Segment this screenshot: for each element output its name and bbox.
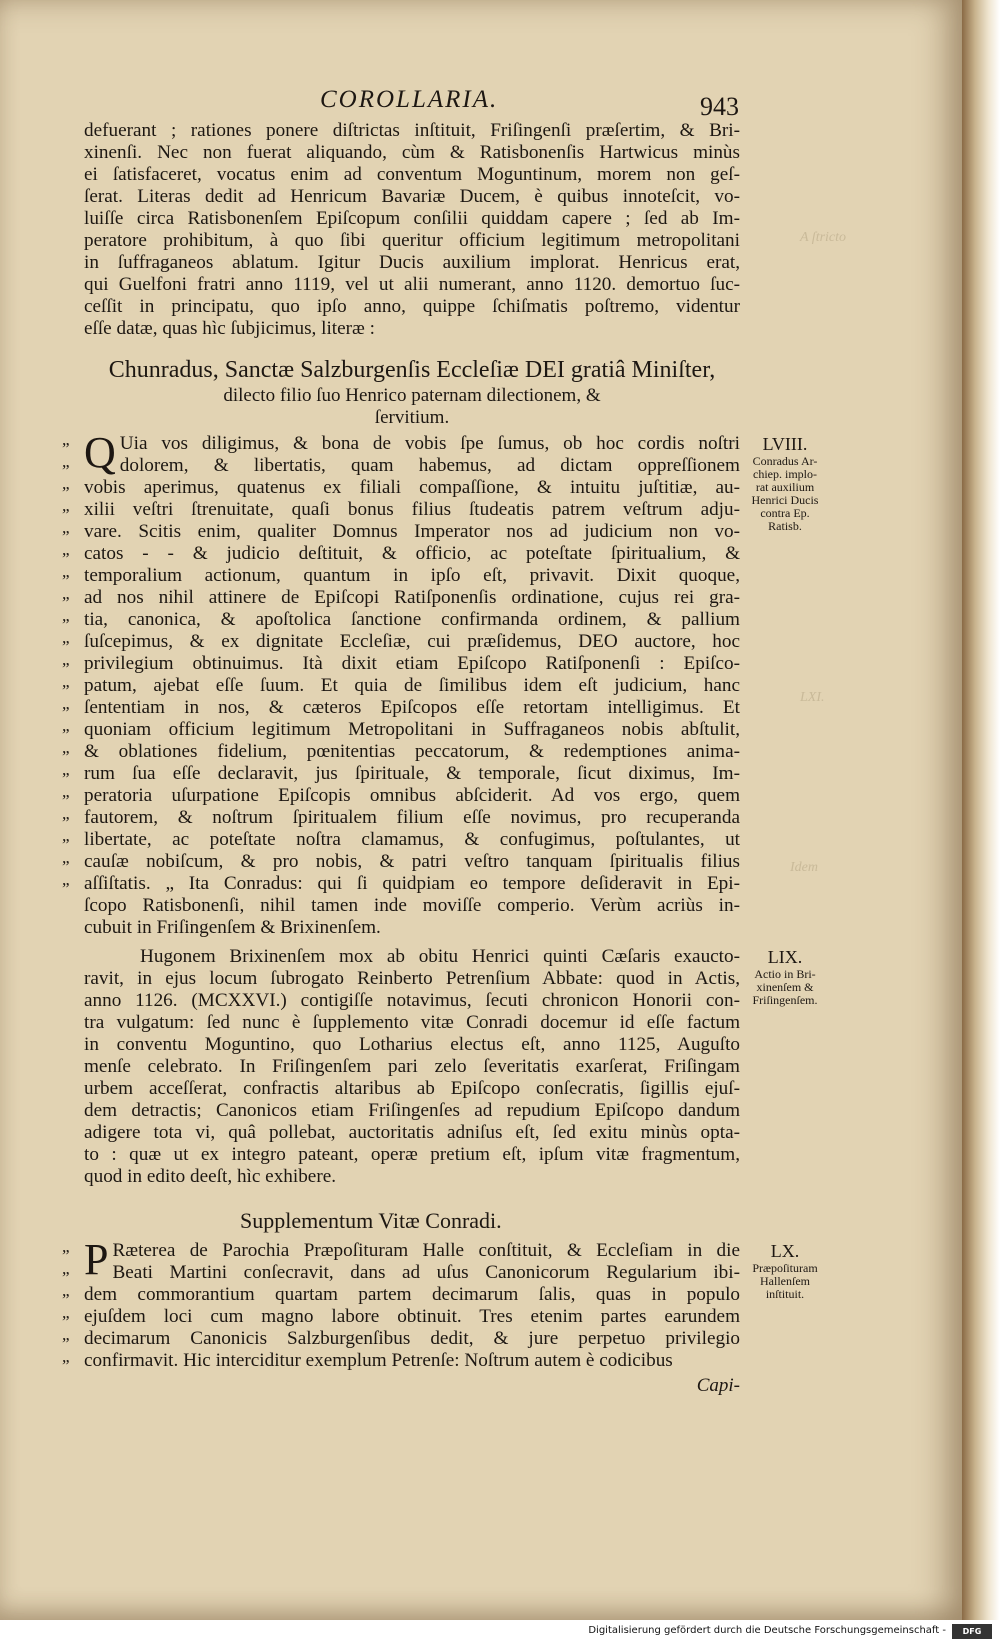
text-line: luiſſe circa Ratisbonenſem Epiſcopum conſilii quiddam capere ; ſed ab Im- xyxy=(84,208,740,229)
text-line: „ ſententiam in nos, & cæteros Epiſcopos eſſe retortam intelligimus. Et xyxy=(84,697,740,719)
margin-note-number: LIX. xyxy=(767,947,803,967)
letter-body xyxy=(84,428,740,939)
text-line: „ xilii veſtri ſtrenuitate, quaſi bonus filius ſtudeatis patrem veſtrum adju- xyxy=(84,499,740,521)
letter-heading-line2: dilecto filio ſuo Henrico paternam dilectionem, & xyxy=(223,385,601,406)
text-line: „ decimarum Canonicis Salzburgenſibus dedit, & jure perpetuo privilegio xyxy=(84,1328,740,1350)
text-line: eſſe datæ, quas hìc ſubjicimus, literæ : xyxy=(84,318,375,339)
text-line: defuerant ; rationes ponere diſtrictas inſtituit, Friſingenſi præſertim, & Bri- xyxy=(84,120,740,141)
second-paragraph xyxy=(84,946,740,1188)
margin-note-line: Friſingenſem. xyxy=(752,993,818,1007)
text-line: „ Uia vos diligimus, & bona de vobis ſpe ſumus, ob hoc cordis noſtri xyxy=(84,433,740,455)
text-line: to : quæ ut ex integro pateant, operæ pretium eſt, ipſum vitæ fragmentum, xyxy=(84,1144,740,1165)
text-line: „ confirmavit. Hic interciditur exemplum Petrenſe: Noſtrum autem è codicibus xyxy=(84,1350,740,1372)
intro-paragraph xyxy=(84,120,740,340)
supp-dropcap: P xyxy=(84,1235,109,1284)
page-number: 943 xyxy=(700,92,739,121)
margin-note-59 xyxy=(740,946,830,1007)
letter-dropcap: Q xyxy=(84,428,116,477)
text-line: in conventu Moguntino, quo Lotharius electus eſt, anno 1125, Auguſto xyxy=(84,1034,740,1055)
text-line: ravit, in ejus locum ſubrogato Reinberto Petrenſium Abbate: quod in Actis, xyxy=(84,968,740,989)
book-page: A ſtricto LXI. Idem COROLLARIA. 943 defuerant ; rationes ponere diſtrictas inſtituit, Friſingenſi præſertim, & Bri- xinenſi. Nec non fuerat aliquando, cùm & Ratisbonenſis Hartwicus minùs ei ſatisfaceret, vocatus enim ad conventum Moguntinum, morem non geſ- ſerat. Literas dedit ad Henricum Bavariæ Ducem, è quibus innoteſcit, vo- luiſſe circa Ratisbonenſem Epiſcopum conſilii quiddam capere ; ſed ab Im- peratore prohibitum, à quo ſibi queritur officium legitimum metropolitani in ſuffraganeos ablatum. Igitur Ducis auxilium implorat. Henricus erat, qui Guelfoni fratri anno 1119, vel ut alii numerant, anno 1120. demortuo ſuc- ceſſit in principatu, quo ipſo anno, quippe ſchiſmatis poſtremo, videntur eſſe datæ, quas hìc ſubjicimus, literæ : Chunradus, Sanctæ Salzburgenſis Eccleſiæ DEI gratiâ Miniſter, dilecto filio ſuo Henrico paternam dilectionem, & ſervitium. Q „ Uia vos diligimus, & bona de vobis ſpe ſumus, ob hoc cordis noſtri „ dolorem, & libertatis, quam habemus, ad dictam oppreſſionem „ vobis aperimus, quatenus ex filiali compaſſione, & intuitu juſtitiæ, au- „ xilii veſtri ſtrenuitate, quaſi bonus filius ſtudeatis patrem veſtrum adju- „ vare. Scitis enim, qualiter Domnus Imperator nos ad judicium non vo- „ catos - - & judicio deſtituit, & officio, ac poteſtate ſpiritualium, & „ temporalium actionum, quantum in ipſo eſt, privavit. Dixit quoque, „ ad nos nihil attinere de Epiſcopi Ratiſponenſis ordinatione, cujus rei gra- „ tia, canonica, & apoſtolica ſanctione confirmanda ordinem, & pallium „ ſuſcepimus, & ex dignitate Eccleſiæ, cui præſidemus, DEO auctore, hoc „ privilegium obtinuimus. Ità dixit etiam Epiſcopo Ratiſponenſi : Epiſco- „ patum, ajebat eſſe ſuum. Et quia de ſimilibus idem eſt judicium, hanc „ ſententiam in nos, & cæteros Epiſcopos eſſe retortam intelligimus. Et „ quoniam officium legitimum Metropolitani in Suffraganeos nobis abſtulit, „ & oblationes fidelium, pœnitentias peccatorum, & redemptiones anima- „ rum ſua eſſe declaravit, jus ſpirituale, & temporale, ſicut diximus, Im- „ peratoria uſurpatione Epiſcopis omnibus abſciderit. Ad vos ergo, quem „ fautorem, & noſtrum ſpiritualem filium eſſe novimus, pro recuperanda „ libertate, ac poteſtate noſtra clamamus, & confugimus, poſtulantes, ut „ cauſæ nobiſcum, & pro nobis, & patri veſtro tanquam ſpiritualis filius „ aſſiſtatis. „ Ita Conradus: qui ſi quidpiam eo tempore deſideravit in Epi- ſcopo Ratisbonenſi, nihil tamen inde moviſſe comperio. Verùm acriùs in- cubuit in Friſingenſem & Brixinenſem. Hugonem Brixinenſem mox ab obitu Henrici quinti Cæſaris exaucto- ravit, in ejus locum ſubrogato Reinberto Petrenſium Abbate: quod in Actis, anno 1126. (MCXXVI.) contigiſſe notavimus, ſecuti chronicon Honorii con- tra vulgatum: ſed nunc è ſupplemento vitæ Conradi docemur id eſſe factum in conventu Moguntino, quo Lotharius electus eſt, anno 1125, Auguſto menſe celebrato. In Friſingenſem pari zelo ſeveritatis exarſerat, Friſingam urbem acceſſerat, confractis altaribus ab Epiſcopo conſecratis, ſigillis ejuſ- dem detractis; Canonicos etiam Friſingenſes ad repudium Epiſcopo dandum adigere tota vi, quâ pollebat, auctoritatis adniſus eſt, ſed exitu minùs opta- to : quæ ut ex integro pateant, operæ pretium eſt, ipſum vitæ fragmentum, quod in edito deeſt, hìc exhibere. Supplementum Vitæ Conradi. P „ Ræterea de Parochia Præpoſituram Halle conſtituit, & Eccleſiam in die „ Beati Martini conſecravit, dans ad uſus Canonicorum Regularium ibi- „ dem commorantium quartam partem decimarum ſalis, quas in populo „ ejuſdem loci cum magno labore obtinuit. Tres etenim partes earundem „ decimarum Canonicis Salzburgenſibus dedit, & jure perpetuo privilegio „ confirmavit. Hic interciditur exemplum Petrenſe: Noſtrum autem è codicibus Capi- LVIII. Conradus Ar- chiep. implo- rat auxilium Henrici Ducis contra Ep. Ratisb. LIX. Actio in Bri- xinenſem & Friſingenſem. LX. Præpoſituram Hallenſem inſtituit. xyxy=(0,0,962,1620)
margin-note-line: rat auxilium xyxy=(755,480,815,494)
text-line: „ tia, canonica, & apoſtolica ſanctione confirmanda ordinem, & pallium xyxy=(84,609,740,631)
text-line: „ libertate, ac poteſtate noſtra clamamus, & confugimus, poſtulantes, ut xyxy=(84,829,740,851)
margin-note-line: Hallenſem xyxy=(760,1274,810,1288)
margin-note-line: Conradus Ar- xyxy=(752,454,818,468)
text-line: „ ad nos nihil attinere de Epiſcopi Ratiſponenſis ordinatione, cujus rei gra- xyxy=(84,587,740,609)
margin-note-line: xinenſem & xyxy=(756,980,814,994)
text-line: dem detractis; Canonicos etiam Friſingenſes ad repudium Epiſcopo dandum xyxy=(84,1100,740,1121)
text-line: „ rum ſua eſſe declaravit, jus ſpirituale, & temporale, ſicut diximus, Im- xyxy=(84,763,740,785)
margin-note-line: Præpoſituram xyxy=(752,1261,818,1275)
text-line: urbem acceſſerat, confractis altaribus ab Epiſcopo conſecratis, ſigillis ejuſ- xyxy=(84,1078,740,1099)
catchword: Capi- xyxy=(696,1375,740,1396)
text-line: in ſuffraganeos ablatum. Igitur Ducis auxilium implorat. Henricus erat, xyxy=(84,252,740,273)
margin-note-line: Ratisb. xyxy=(768,519,802,533)
margin-note-line: inſtituit. xyxy=(765,1287,805,1301)
margin-note-line: Actio in Bri- xyxy=(754,967,816,981)
text-line: ei ſatisfaceret, vocatus enim ad conventum Moguntinum, morem non geſ- xyxy=(84,164,740,185)
text-line: „ privilegium obtinuimus. Ità dixit etiam Epiſcopo Ratiſponenſi : Epiſco- xyxy=(84,653,740,675)
text-line: menſe celebrato. In Friſingenſem pari zelo ſeveritatis exarſerat, Friſingam xyxy=(84,1056,740,1077)
margin-note-number: LVIII. xyxy=(762,434,808,454)
text-line: „ ſuſcepimus, & ex dignitate Eccleſiæ, cui præſidemus, DEO auctore, hoc xyxy=(84,631,740,653)
text-line: „ cauſæ nobiſcum, & pro nobis, & patri veſtro tanquam ſpiritualis filius xyxy=(84,851,740,873)
text-line: „ quoniam officium legitimum Metropolitani in Suffraganeos nobis abſtulit, xyxy=(84,719,740,741)
book-gutter xyxy=(962,0,1000,1620)
text-line: xinenſi. Nec non fuerat aliquando, cùm & Ratisbonenſis Hartwicus minùs xyxy=(84,142,740,163)
text-line: cubuit in Friſingenſem & Brixinenſem. xyxy=(84,917,381,938)
letter-heading-line1: Chunradus, Sanctæ Salzburgenſis Eccleſiæ DEI gratiâ Miniſter, xyxy=(108,357,716,383)
margin-note-60 xyxy=(740,1240,830,1301)
dfg-logo: DFG xyxy=(952,1624,992,1639)
text-line: „ Ræterea de Parochia Præpoſituram Halle conſtituit, & Eccleſiam in die xyxy=(84,1240,740,1262)
text-line: anno 1126. (MCXXVI.) contigiſſe notavimus, ſecuti chronicon Honorii con- xyxy=(84,990,740,1011)
text-line: „ aſſiſtatis. „ Ita Conradus: qui ſi quidpiam eo tempore deſideravit in Epi- xyxy=(84,873,740,895)
text-line: „ patum, ajebat eſſe ſuum. Et quia de ſimilibus idem eſt judicium, hanc xyxy=(84,675,740,697)
text-line: ſcopo Ratisbonenſi, nihil tamen inde moviſſe comperio. Verùm acriùs in- xyxy=(84,895,740,916)
text-line: „ Beati Martini conſecravit, dans ad uſus Canonicorum Regularium ibi- xyxy=(84,1262,740,1284)
text-line: quod in edito deeſt, hìc exhibere. xyxy=(84,1166,337,1187)
text-line: peratore prohibitum, à quo ſibi queritur officium legitimum metropolitani xyxy=(84,230,740,251)
text-line: qui Guelfoni fratri anno 1119, vel ut alii numerant, anno 1120. demortuo ſuc- xyxy=(84,274,740,295)
text-line: „ catos - - & judicio deſtituit, & officio, ac poteſtate ſpiritualium, & xyxy=(84,543,740,565)
letter-heading-line3: ſervitium. xyxy=(374,407,450,428)
margin-note-line: Henrici Ducis xyxy=(751,493,819,507)
margin-note-number: LX. xyxy=(770,1241,800,1261)
text-line: „ vare. Scitis enim, qualiter Domnus Imperator nos ad judicium non vo- xyxy=(84,521,740,543)
text-line: „ temporalium actionum, quantum in ipſo eſt, privavit. Dixit quoque, xyxy=(84,565,740,587)
footer-bar xyxy=(0,1620,1000,1645)
supplement-heading: Supplementum Vitæ Conradi. xyxy=(240,1208,502,1233)
text-line: ſerat. Literas dedit ad Henricum Bavariæ Ducem, è quibus innoteſcit, vo- xyxy=(84,186,740,207)
text-line: „ ejuſdem loci cum magno labore obtinuit. Tres etenim partes earundem xyxy=(84,1306,740,1328)
footer-text: Digitalisierung gefördert durch die Deutsche Forschungsgemeinschaft - xyxy=(588,1625,946,1636)
text-line: „ dem commorantium quartam partem decimarum ſalis, quas in populo xyxy=(84,1284,740,1306)
text-line: „ vobis aperimus, quatenus ex filiali compaſſione, & intuitu juſtitiæ, au- xyxy=(84,477,740,499)
text-line: „ fautorem, & noſtrum ſpiritualem filium eſſe novimus, pro recuperanda xyxy=(84,807,740,829)
text-line: Hugonem Brixinenſem mox ab obitu Henrici quinti Cæſaris exaucto- xyxy=(140,946,740,967)
running-head: COROLLARIA. xyxy=(320,86,499,113)
margin-note-58 xyxy=(740,433,830,533)
margin-note-line: chiep. implo- xyxy=(753,467,817,481)
text-line: „ dolorem, & libertatis, quam habemus, ad dictam oppreſſionem xyxy=(84,455,740,477)
text-line: „ & oblationes fidelium, pœnitentias peccatorum, & redemptiones anima- xyxy=(84,741,740,763)
text-line: ceſſit in principatu, quo ipſo anno, quippe ſchiſmatis poſtremo, videntur xyxy=(84,296,740,317)
supplement-body xyxy=(84,1235,740,1372)
text-line: adigere tota vi, quâ pollebat, auctoritatis adniſus eſt, ſed exitu minùs opta- xyxy=(84,1122,740,1143)
text-line: „ peratoria uſurpatione Epiſcopis omnibus abſciderit. Ad vos ergo, quem xyxy=(84,785,740,807)
text-line: tra vulgatum: ſed nunc è ſupplemento vitæ Conradi docemur id eſſe factum xyxy=(84,1012,740,1033)
letter-heading xyxy=(84,355,740,429)
margin-note-line: contra Ep. xyxy=(760,506,810,520)
